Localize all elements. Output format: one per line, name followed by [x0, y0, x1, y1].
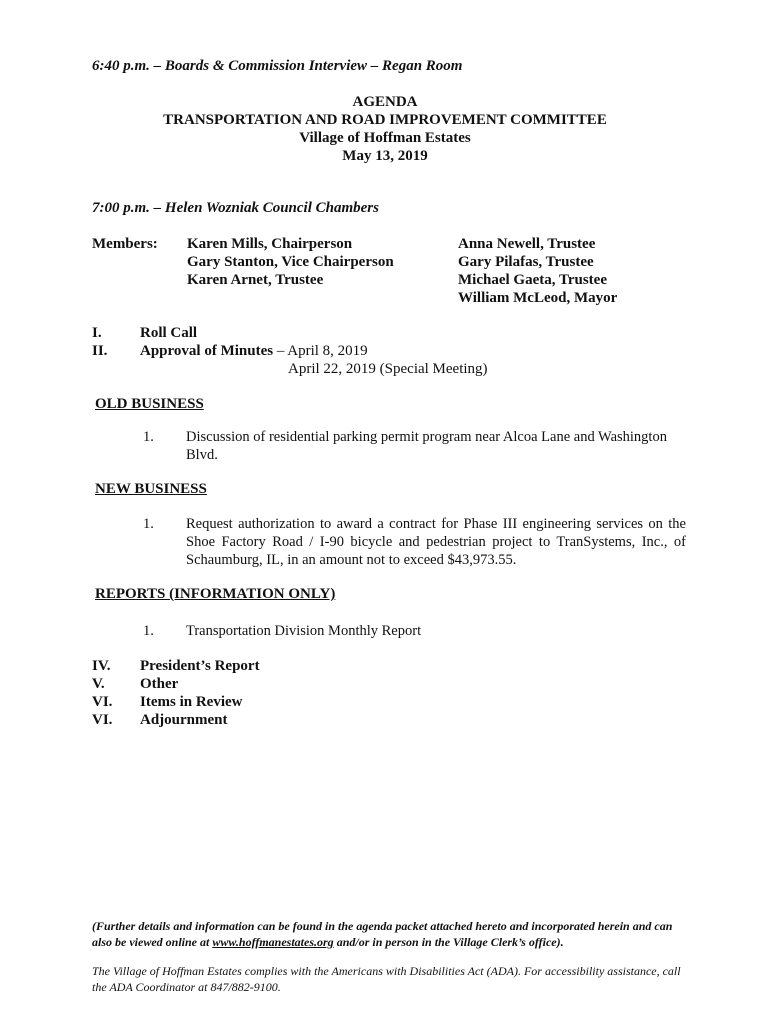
- reports-item-text: Transportation Division Monthly Report: [186, 623, 422, 639]
- presidents-report-item: President’s Report: [140, 658, 260, 674]
- member-left-1: Karen Mills, Chairperson: [187, 236, 353, 252]
- old-business-heading: OLD BUSINESS: [95, 396, 204, 412]
- interview-session-line: 6:40 p.m. – Boards & Commission Interview – Regan Room: [92, 58, 463, 74]
- item-number: 1.: [143, 623, 154, 639]
- meeting-location-line: 7:00 p.m. – Helen Wozniak Council Chambers: [92, 200, 379, 216]
- old-business-item-text: Discussion of residential parking permit program near Alcoa Lane and Washington Blvd.: [186, 429, 667, 463]
- agenda-packet-note: [92, 918, 692, 950]
- ada-notice: The Village of Hoffman Estates complies with the Americans with Disabilities Act (ADA). For accessibility assistance, call the ADA Coordinator at 847/882-9100.: [92, 964, 681, 994]
- item-number: VI.: [92, 694, 113, 710]
- item-number: IV.: [92, 658, 111, 674]
- item-number: II.: [92, 343, 108, 359]
- approval-title: Approval of Minutes: [140, 343, 274, 359]
- approval-date-2: April 22, 2019 (Special Meeting): [288, 361, 488, 377]
- village-name: Village of Hoffman Estates: [299, 130, 471, 146]
- item-number: VI.: [92, 712, 113, 728]
- agenda-title: AGENDA: [352, 94, 418, 110]
- item-number: 1.: [143, 516, 154, 532]
- new-business-heading: NEW BUSINESS: [95, 481, 207, 497]
- item-number: I.: [92, 325, 102, 341]
- note-text: (Further details and information can be found in the agenda packet attached hereto and incorporated herein and can also be viewed online at: [92, 919, 673, 949]
- members-label: Members:: [92, 236, 158, 252]
- reports-heading: REPORTS (INFORMATION ONLY): [95, 586, 336, 602]
- item-number: 1.: [143, 429, 154, 445]
- approval-of-minutes-item: [140, 342, 368, 360]
- item-number: V.: [92, 676, 105, 692]
- member-right-4: William McLeod, Mayor: [458, 290, 618, 306]
- new-business-item-text: Request authorization to award a contract for Phase III engineering services on the Shoe Factory Road / I-90 bicycle and pedestrian project to TranSystems, Inc., of Schaumburg, IL, in an amount not to exceed $43,973.55.: [186, 516, 686, 568]
- member-left-3: Karen Arnet, Trustee: [187, 272, 324, 288]
- member-right-2: Gary Pilafas, Trustee: [458, 254, 594, 270]
- village-website-link[interactable]: www.hoffmanestates.org: [212, 935, 334, 949]
- member-right-3: Michael Gaeta, Trustee: [458, 272, 607, 288]
- committee-name: TRANSPORTATION AND ROAD IMPROVEMENT COMMITTEE: [163, 112, 607, 128]
- member-left-2: Gary Stanton, Vice Chairperson: [187, 254, 394, 270]
- items-in-review-item: Items in Review: [140, 694, 243, 710]
- meeting-date: May 13, 2019: [342, 148, 428, 164]
- approval-date-1: – April 8, 2019: [273, 343, 368, 359]
- other-item: Other: [140, 676, 179, 692]
- note-text-end: and/or in person in the Village Clerk’s office).: [333, 935, 564, 949]
- member-right-1: Anna Newell, Trustee: [458, 236, 596, 252]
- roll-call-item: Roll Call: [140, 325, 198, 341]
- adjournment-item: Adjournment: [140, 712, 228, 728]
